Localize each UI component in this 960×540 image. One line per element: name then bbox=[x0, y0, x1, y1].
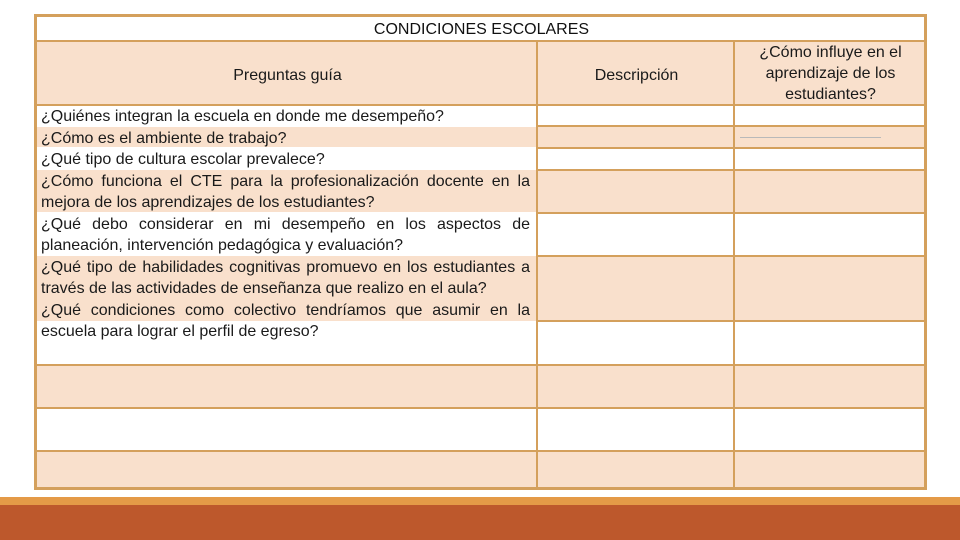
header-influye: ¿Cómo influye en el aprendizaje de los estudiantes? bbox=[759, 44, 902, 103]
questions-text bbox=[36, 106, 535, 343]
question-7: ¿Qué condiciones como colectivo tendríamos que asumir en la escuela para lograr el perfil de egreso? bbox=[41, 301, 530, 340]
footer-accent-bar bbox=[0, 497, 960, 505]
empty-row-1-col-2[interactable] bbox=[537, 365, 734, 408]
footer-bar bbox=[0, 505, 960, 540]
influye-cell-3[interactable] bbox=[734, 148, 925, 170]
header-preguntas: Preguntas guía bbox=[233, 67, 342, 84]
empty-row-3-col-3[interactable] bbox=[734, 451, 925, 488]
header-preguntas-cell bbox=[36, 41, 537, 105]
header-influye-cell bbox=[734, 41, 925, 105]
conditions-table bbox=[34, 14, 927, 490]
question-5: ¿Qué debo considerar en mi desempeño en los aspectos de planeación, intervención pedagógica y evaluación? bbox=[41, 215, 530, 254]
empty-row-1-col-3[interactable] bbox=[734, 365, 925, 408]
question-3: ¿Qué tipo de cultura escolar prevalece? bbox=[41, 151, 325, 168]
descripcion-cell-2[interactable] bbox=[537, 126, 734, 148]
empty-row-2-col-3[interactable] bbox=[734, 408, 925, 451]
descripcion-cell-7[interactable] bbox=[537, 321, 734, 365]
question-4: ¿Cómo funciona el CTE para la profesionalización docente en la mejora de los aprendizajes de los estudiantes? bbox=[41, 172, 530, 211]
empty-row-3-col-2[interactable] bbox=[537, 451, 734, 488]
header-descripcion: Descripción bbox=[594, 67, 679, 84]
influye-cell-5[interactable] bbox=[734, 213, 925, 256]
header-descripcion-cell bbox=[537, 41, 734, 105]
empty-row-1-col-1[interactable] bbox=[36, 365, 537, 408]
influye-cell-6[interactable] bbox=[734, 256, 925, 321]
table-title-cell bbox=[36, 16, 925, 41]
descripcion-cell-3[interactable] bbox=[537, 148, 734, 170]
influye-divider bbox=[740, 137, 881, 138]
empty-row-2-col-2[interactable] bbox=[537, 408, 734, 451]
descripcion-cell-5[interactable] bbox=[537, 213, 734, 256]
empty-row-2-col-1[interactable] bbox=[36, 408, 537, 451]
descripcion-cell-6[interactable] bbox=[537, 256, 734, 321]
descripcion-cell-4[interactable] bbox=[537, 170, 734, 213]
table-title: CONDICIONES ESCOLARES bbox=[373, 21, 590, 38]
descripcion-cell-1[interactable] bbox=[537, 105, 734, 126]
influye-cell-4[interactable] bbox=[734, 170, 925, 213]
question-6: ¿Qué tipo de habilidades cognitivas promuevo en los estudiantes a través de las actividades de enseñanza que realizo en el aula? bbox=[41, 258, 530, 297]
question-1: ¿Quiénes integran la escuela en donde me desempeño? bbox=[41, 108, 444, 125]
influye-cell-7[interactable] bbox=[734, 321, 925, 365]
empty-row-3-col-1[interactable] bbox=[36, 451, 537, 488]
influye-cell-1[interactable] bbox=[734, 105, 925, 126]
question-2: ¿Cómo es el ambiente de trabajo? bbox=[41, 129, 287, 147]
